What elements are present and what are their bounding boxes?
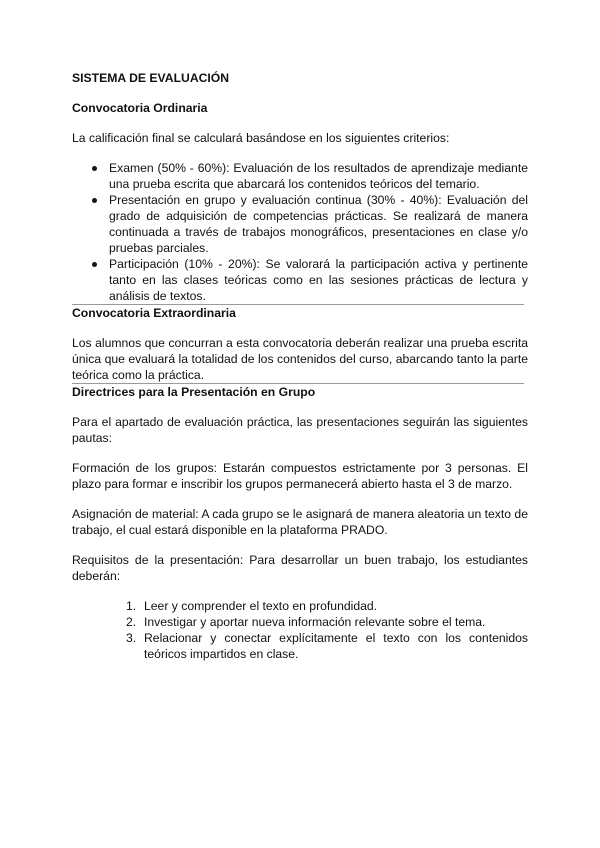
list-number: 2. [126,615,137,629]
ordinaria-heading: Convocatoria Ordinaria [72,101,208,115]
criteria-item-examen: Examen (50% - 60%): Evaluación de los resultados de aprendizaje mediante una prueba escrita que abarcará los contenidos teóricos del temario. [109,161,528,191]
requisitos-paragraph: Requisitos de la presentación: Para desarrollar un buen trabajo, los estudiantes deberán: [72,553,528,583]
document-page [72,70,528,662]
ordinaria-intro: La calificación final se calculará basándose en los siguientes criterios: [72,131,450,145]
list-number: 1. [126,599,137,613]
requirement-item [126,598,528,614]
criteria-list [72,160,528,304]
criteria-item-presentacion: Presentación en grupo y evaluación continua (30% - 40%): Evaluación del grado de adquisición de competencias prácticas. Se realizará de manera continuada a través de trabajos monográficos, presentaciones en clase y/o pruebas parciales. [109,193,528,255]
requirement-item [126,630,528,662]
requirement-text: Relacionar y conectar explícitamente el texto con los contenidos teóricos impartidos en clase. [144,631,528,661]
requirements-list [72,598,528,662]
document-title: SISTEMA DE EVALUACIÓN [72,71,230,85]
formacion-paragraph: Formación de los grupos: Estarán compuestos estrictamente por 3 personas. El plazo para formar e inscribir los grupos permanecerá abierto hasta el 3 de marzo. [72,461,528,491]
requirement-text: Leer y comprender el texto en profundidad. [144,599,378,613]
list-number: 3. [126,631,137,645]
requirement-item [126,614,528,630]
criteria-item-participacion: Participación (10% - 20%): Se valorará la participación activa y pertinente tanto en las clases teóricas como en las sesiones prácticas de lectura y análisis de textos. [109,257,528,303]
directrices-intro: Para el apartado de evaluación práctica, las presentaciones seguirán las siguientes pautas: [72,415,528,445]
requirement-text: Investigar y aportar nueva información relevante sobre el tema. [144,615,486,629]
asignacion-paragraph: Asignación de material: A cada grupo se le asignará de manera aleatoria un texto de trabajo, el cual estará disponible en la plataforma PRADO. [72,507,528,537]
directrices-heading: Directrices para la Presentación en Grupo [72,385,316,399]
extraordinaria-heading: Convocatoria Extraordinaria [72,306,236,320]
extraordinaria-text: Los alumnos que concurran a esta convocatoria deberán realizar una prueba escrita única que evaluará la totalidad de los contenidos del curso, abarcando tanto la parte teórica como la práctica. [72,336,528,382]
